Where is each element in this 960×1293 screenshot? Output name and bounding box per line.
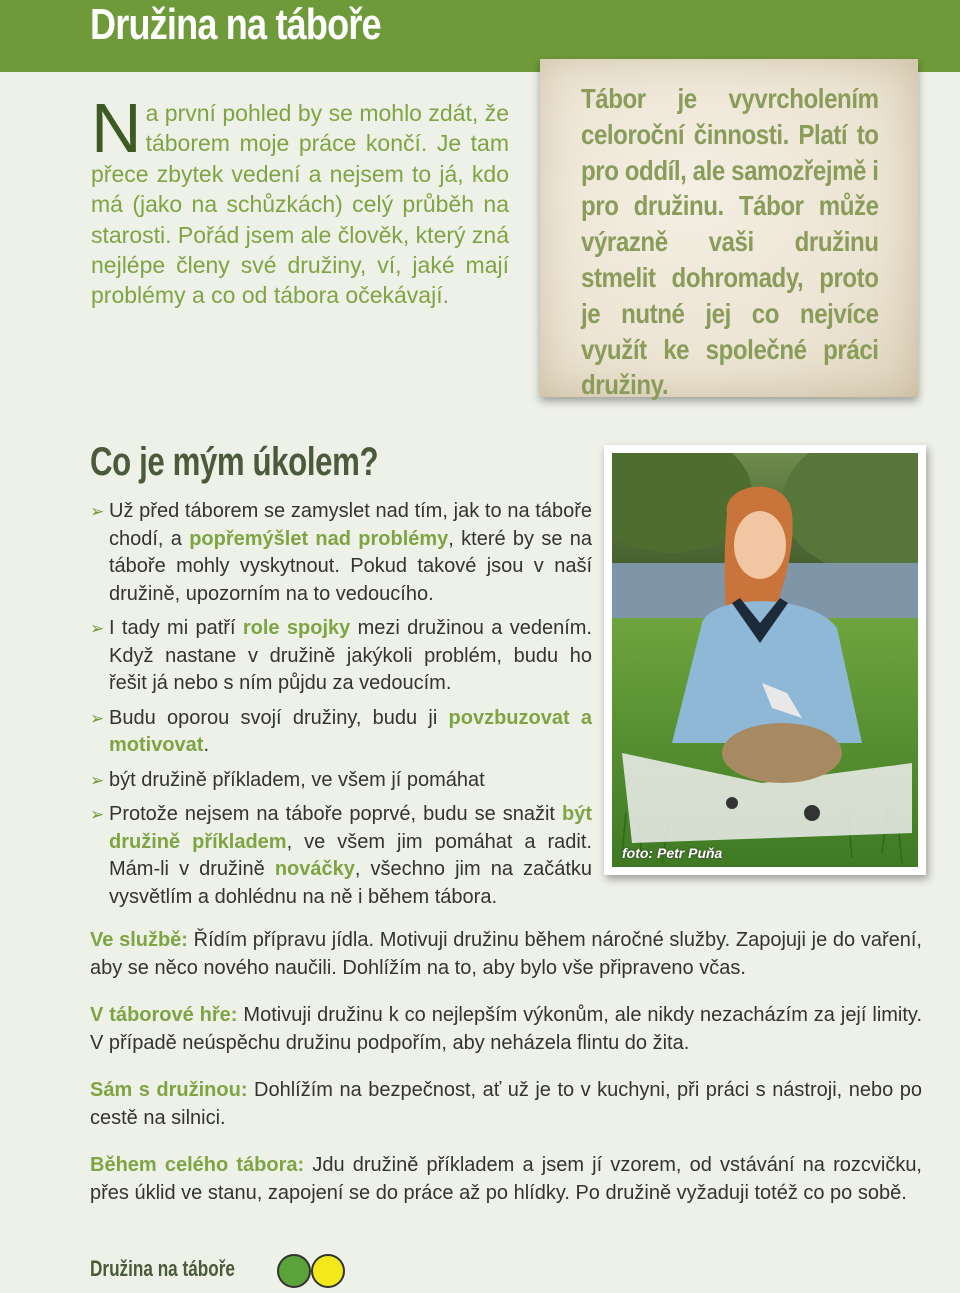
intro-paragraph (91, 89, 509, 311)
role-text: Dohlížím na bezpečnost, ať už je to v kuchyni, při práci s nástroji, nebo po cestě na silnici. (90, 1079, 922, 1129)
role-label: Sám s družinou: (90, 1079, 248, 1101)
dropcap: N (91, 89, 142, 167)
bullet-text: Budu oporou svojí družiny, budu ji (109, 706, 449, 729)
arrow-bullet-icon: ➢ (90, 502, 105, 521)
task-list (90, 498, 592, 918)
yellow-dot-icon (311, 1254, 345, 1288)
bullet-highlight: povzbuzovat a motivovat (109, 706, 592, 756)
bullet-text: mezi družinou a vedením. Když nastane v družině jakýkoli problém, budu ho řešit já nebo s ním půjdu za vedoucím. (109, 617, 592, 694)
intro-text: a první pohled by se mohlo zdát, že táborem moje práce končí. Je tam přece zbytek vedení a nejsem to já, kdo má (jako na schůzkách) celý průběh na starosti. Pořád jsem ale člověk, který zná nejlépe členy své družiny, ví, jaké mají problémy a co od tábora očekávají. (91, 100, 509, 309)
bullet-text: , všechno jim na začátku vysvětlím a dohlédnu na ně i během tábora. (109, 858, 592, 908)
bullet-text: být družině příkladem, ve všem jí pomáhat (109, 768, 485, 791)
role-label: Ve službě: (90, 929, 188, 951)
bullet-text: Protože nejsem na táboře poprvé, budu se snažit (109, 803, 562, 825)
bullet-text: . (203, 734, 210, 756)
roles-section (90, 927, 922, 1214)
role-paragraph (90, 1152, 922, 1207)
role-text: Motivuji družinu k co nejlepším výkonům, ale nikdy nezacházím za její limity. V případě neúspěchu družinu podpořím, aby neházela flintu do žita. (90, 1004, 922, 1054)
section-heading: Co je mým úkolem? (90, 440, 379, 484)
bullet-highlight: být družině příkladem (109, 803, 592, 853)
role-text: Řídím přípravu jídla. Motivuji družinu během náročné služby. Zapojuji je do vaření, aby se něco nového naučili. Dohlížím na to, aby bylo vše připraveno včas. (90, 929, 922, 979)
list-item (90, 767, 592, 795)
bullet-text: , ve všem jim pomáhat a radit. Mám-li v družině (109, 830, 592, 880)
bullet-highlight: popřemýšlet nad problémy (189, 527, 449, 550)
list-item (90, 498, 592, 608)
role-label: Během celého tábora: (90, 1154, 305, 1176)
bullet-highlight: nováčky (274, 858, 355, 880)
scout-photo (612, 453, 918, 867)
callout-box (540, 59, 918, 401)
green-dot-icon (277, 1254, 311, 1288)
role-paragraph (90, 927, 922, 982)
footer-title: Družina na táboře (90, 1256, 235, 1281)
arrow-bullet-icon: ➢ (90, 805, 105, 824)
bullet-text: I tady mi patří (109, 617, 243, 639)
role-paragraph (90, 1002, 922, 1057)
arrow-bullet-icon: ➢ (90, 770, 105, 790)
page-title: Družina na táboře (90, 0, 381, 49)
list-item (90, 615, 592, 698)
scout-photo-illustration (612, 453, 918, 867)
role-paragraph (90, 1077, 922, 1132)
bullet-text: Už před táborem se zamyslet nad tím, jak to na táboře chodí, a (109, 500, 592, 550)
role-label: V táborové hře: (90, 1004, 238, 1026)
bullet-highlight: role spojky (242, 617, 351, 639)
callout-text: Tábor je vyvrcholením celoroční činnosti. Platí to pro oddíl, ale samozřejmě i pro družinu. Tábor může výrazně vaši družinu stmelit dohromady, proto je nutné jej co nejvíce využít ke společné práci družiny. (581, 83, 879, 401)
list-item (90, 801, 592, 911)
photo-frame (604, 445, 926, 875)
list-item (90, 705, 592, 760)
role-text: Jdu družině příkladem a jsem jí vzorem, od vstávání na rozcvičku, přes úklid ve stanu, zapojení se do práce až po hlídky. Po družině vyžaduji totéž co po sobě. (90, 1154, 922, 1204)
arrow-bullet-icon: ➢ (90, 619, 105, 638)
bullet-text: , které by se na táboře mohly vyskytnout. Pokud takové jsou v naší družině, upozorním na to vedoucího. (109, 527, 592, 605)
arrow-bullet-icon: ➢ (90, 708, 105, 728)
photo-credit: foto: Petr Puňa (622, 845, 723, 861)
